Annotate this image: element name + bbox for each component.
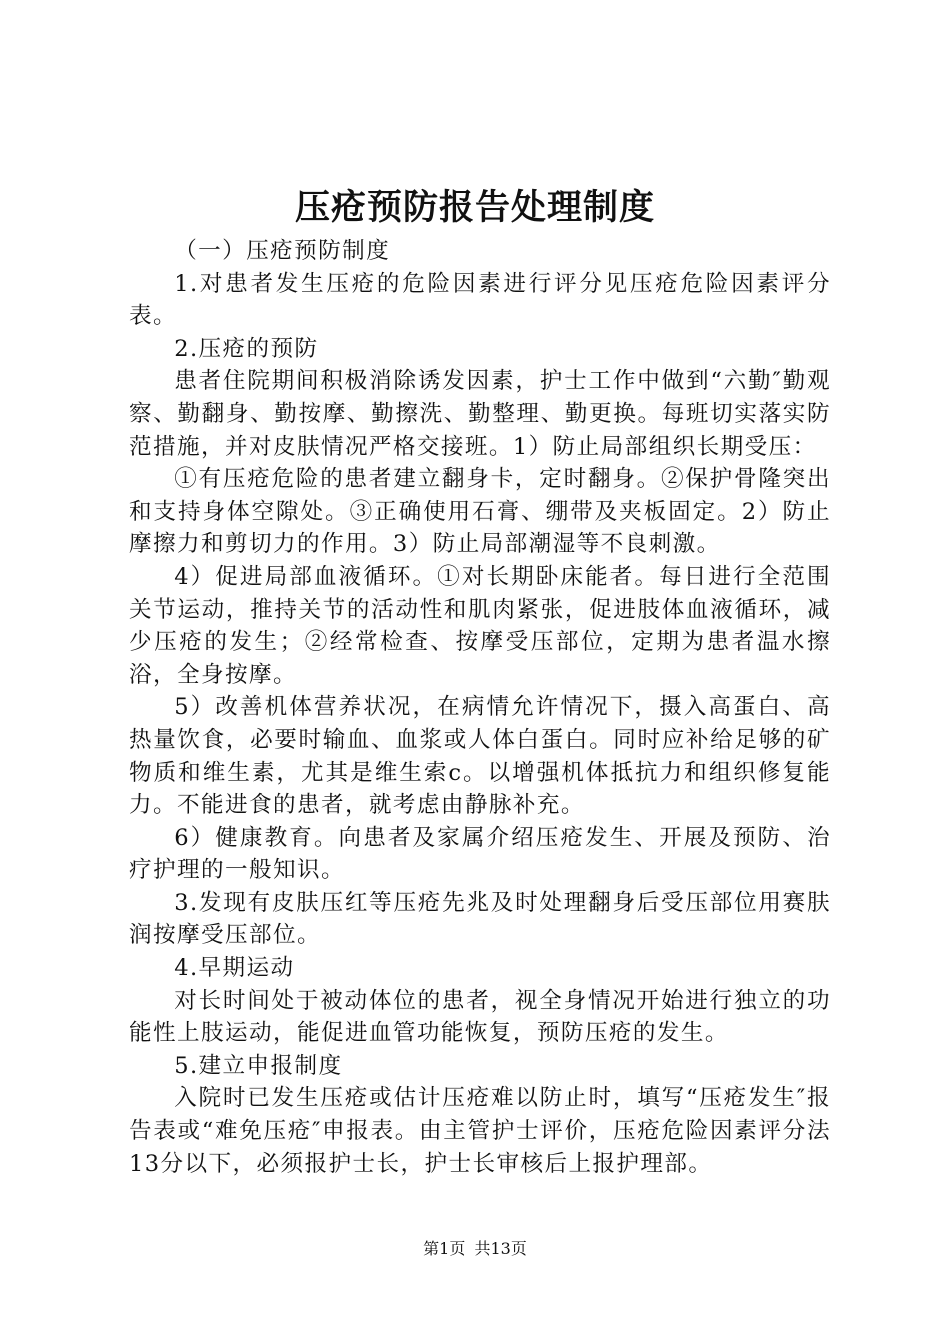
paragraph: （一）压疮预防制度 [174, 238, 391, 264]
paragraph: 5.建立申报制度 [174, 1052, 343, 1079]
paragraph: 2.压疮的预防 [174, 335, 319, 362]
paragraph: 患者住院期间积极消除诱发因素，护士工作中做到“六勤″勤观察、勤翻身、勤按摩、勤擦洗、勤整理、勤更换。每班切实落实防范措施，并对皮肤情况严格交接班。1）防止局部组织长期受压： [129, 368, 831, 460]
paragraph: 4.早期运动 [174, 955, 295, 982]
page-footer [0, 1237, 950, 1261]
page-total: 共13页 [474, 1239, 527, 1258]
document-body [129, 235, 831, 1180]
paragraph: 6）健康教育。向患者及家属介绍压疮发生、开展及预防、治疗护理的一般知识。 [129, 824, 831, 884]
paragraph: 5）改善机体营养状况，在病情允许情况下，摄入高蛋白、高热量饮食，必要时输血、血浆或人体白蛋白。同时应补给足够的矿物质和维生素，尤其是维生索c。以增强机体抵抗力和组织修复能力。不能进食的患者，就考虑由静脉补充。 [129, 694, 831, 819]
paragraph: 1.对患者发生压疮的危险因素进行评分见压疮危险因素评分表。 [129, 270, 831, 330]
paragraph: ①有压疮危险的患者建立翻身卡，定时翻身。②保护骨隆突出和支持身体空隙处。③正确使用石膏、绷带及夹板固定。2）防止摩擦力和剪切力的作用。3）防止局部潮湿等不良刺激。 [129, 466, 831, 558]
paragraph: 3.发现有皮肤压红等压疮先兆及时处理翻身后受压部位用赛肤润按摩受压部位。 [129, 889, 831, 949]
page-number: 第1页 [423, 1239, 466, 1258]
paragraph: 4）促进局部血液循环。①对长期卧床能者。每日进行全范围关节运动，推持关节的活动性和肌肉紧张，促进肢体血液循环，减少压疮的发生；②经常检查、按摩受压部位，定期为患者温水擦浴，全身按摩。 [129, 563, 831, 688]
document-title: 压疮预防报告处理制度 [294, 187, 655, 228]
paragraph: 对长时间处于被动体位的患者，视全身情况开始进行独立的功能性上肢运动，能促进血管功能恢复，预防压疮的发生。 [129, 987, 831, 1047]
paragraph: 入院时已发生压疮或估计压疮难以防止时，填写“压疮发生″报告表或“难免压疮″申报表。由主管护士评价，压疮危险因素评分法13分以下，必须报护士长，护士长审核后上报护理部。 [129, 1085, 831, 1177]
